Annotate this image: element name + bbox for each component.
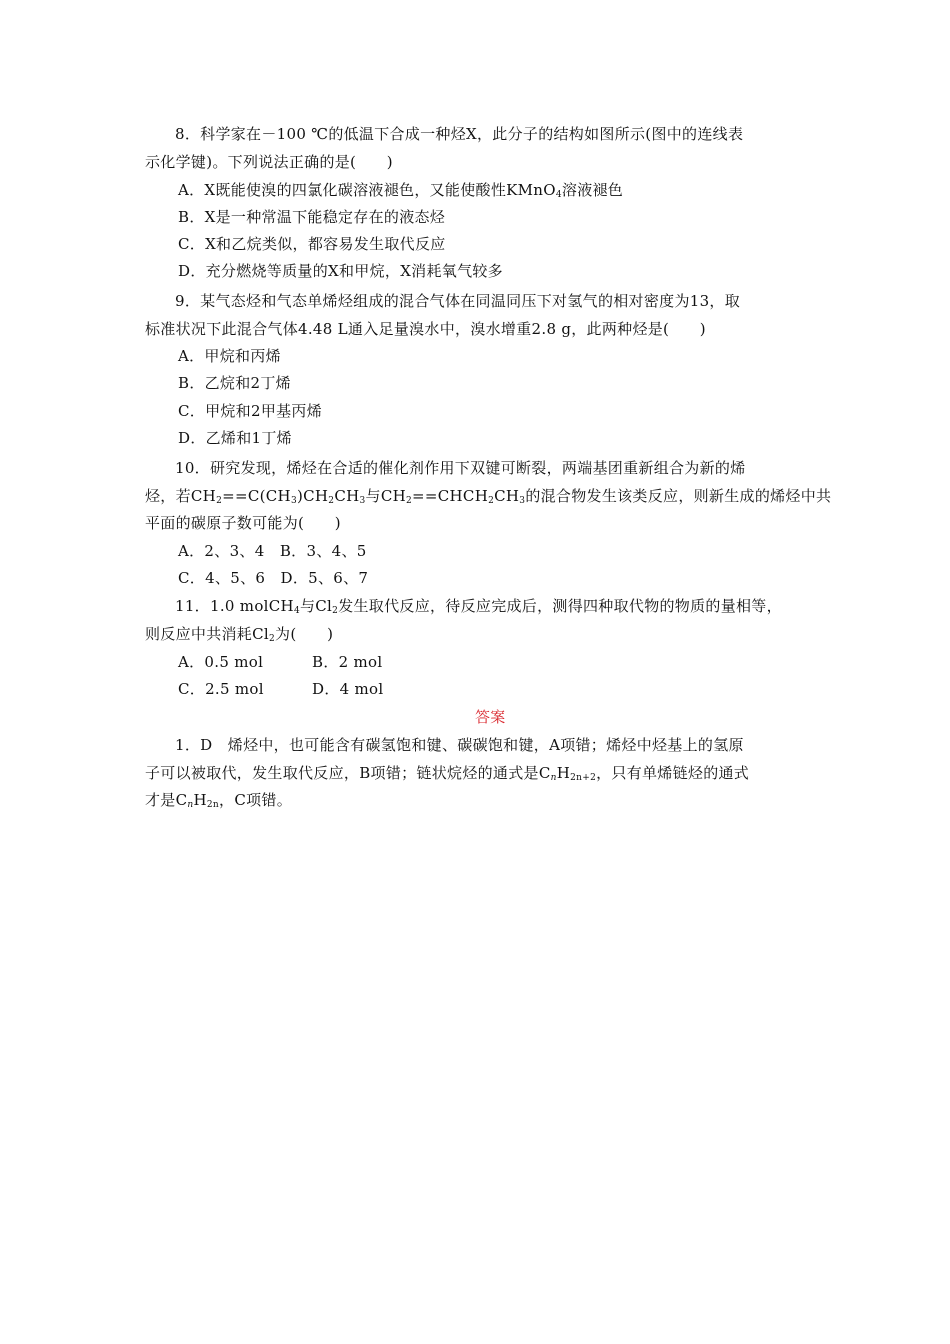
q9-stem-line1: 9．某气态烃和气态单烯烃组成的混合气体在同温同压下对氢气的相对密度为13，取 — [175, 292, 741, 310]
q11-stem-line1: 11．1.0 molCH$_4$与$Cl_2$发生取代反应，待反应完成后，测得四种取代物的物质的量相等， — [175, 597, 782, 616]
q9-option-d: D．乙烯和1丁烯 — [178, 429, 292, 447]
q8-stem-line1: 8．科学家在－100 ℃的低温下合成一种烃X，此分子的结构如图所示(图中的连线表 — [175, 125, 744, 143]
q10-options-cd: C．4、5、6 D．5、6、7 — [178, 569, 369, 587]
q8-option-a: A．X既能使溴的四氯化碳溶液褪色，又能使酸性KMnO$_4$溶液褪色 — [178, 181, 624, 200]
q9-stem-line2: 标准状况下此混合气体4.48 L通入足量溴水中，溴水增重2.8 g，此两种烃是( ) — [145, 320, 706, 338]
q11-option-d: D．4 mol — [312, 680, 384, 698]
answer-1-line3: 才是$C_nH_{2n}$，C项错。 — [145, 791, 292, 810]
q10-stem-line2: 烃，若$CH_2==C(CH_3)CH_2CH_3$与$CH_2==CHCH_2CH_3$的混合物发生该类反应，则新生成的烯烃中共 — [145, 487, 832, 506]
q9-option-a: A．甲烷和丙烯 — [178, 347, 281, 365]
q8-option-c: C．X和乙烷类似，都容易发生取代反应 — [178, 235, 446, 253]
answer-1-line2: 子可以被取代，发生取代反应，B项错；链状烷烃的通式是$C_nH_{2n+2}$，只有单烯链烃的通式 — [145, 764, 750, 783]
q11-option-a: A．0.5 mol — [178, 653, 264, 671]
q9-option-c: C．甲烷和2甲基丙烯 — [178, 402, 323, 420]
q10-stem-line3: 平面的碳原子数可能为( ) — [145, 514, 341, 532]
q11-option-b: B．2 mol — [312, 653, 383, 671]
q11-options-cd — [178, 679, 384, 699]
q9-option-b: B．乙烷和2丁烯 — [178, 374, 291, 392]
q10-stem-line1: 10．研究发现，烯烃在合适的催化剂作用下双键可断裂，两端基团重新组合为新的烯 — [175, 459, 746, 477]
q10-options-ab: A．2、3、4 B．3、4、5 — [178, 542, 367, 560]
q11-stem-line2: 则反应中共消耗$Cl_2$为( ) — [145, 625, 334, 644]
answer-1-line1: 1．D 烯烃中，也可能含有碳氢饱和键、碳碳饱和键，A项错；烯烃中烃基上的氢原 — [175, 736, 744, 754]
q11-options-ab — [178, 652, 383, 672]
q8-option-b: B．X是一种常温下能稳定存在的液态烃 — [178, 208, 446, 226]
q11-option-c: C．2.5 mol — [178, 680, 264, 698]
q8-stem-line2: 示化学键)。下列说法正确的是( ) — [145, 153, 393, 171]
q8-option-d: D．充分燃烧等质量的X和甲烷，X消耗氧气较多 — [178, 262, 503, 280]
answers-heading: 答案 — [475, 708, 506, 726]
